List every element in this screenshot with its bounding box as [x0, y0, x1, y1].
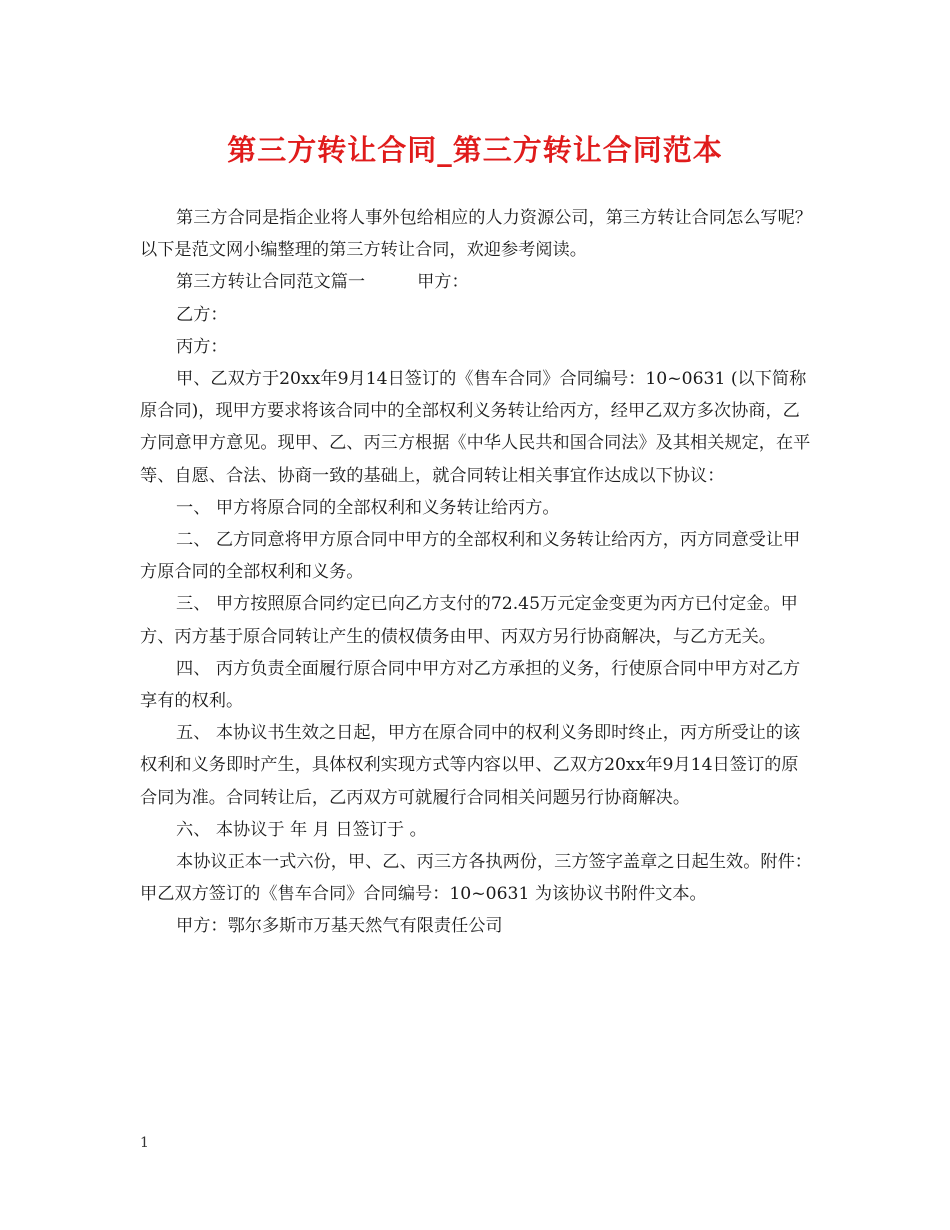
document-title: 第三方转让合同_第三方转让合同范本 [227, 133, 723, 167]
document-body [140, 202, 812, 943]
preamble-paragraph: 甲、乙双方于20xx年9月14日签订的《售车合同》合同编号：10~0631 (以下简称原合同)，现甲方要求将该合同中的全部权利义务转让给丙方，经甲乙双方多次协商，乙方同意甲方意见。现甲、乙、丙三方根据《中华人民共和国合同法》及其相关规定，在平等、自愿、合法、协商一致的基础上，就合同转让相关事宜作达成以下协议： [140, 369, 811, 486]
page-number: 1 [140, 1135, 149, 1151]
party-a-label: 甲方： [417, 272, 469, 293]
clause-5: 五、 本协议书生效之日起，甲方在原合同中的权利义务即时终止，丙方所受让的该权利和义务即时产生，具体权利实现方式等内容以甲、乙双方20xx年9月14日签订的原合同为准。合同转让后，乙丙双方可就履行合同相关问题另行协商解决。 [140, 723, 801, 808]
party-b-label: 乙方： [176, 304, 228, 325]
sample-heading-line [140, 266, 812, 298]
clause-4: 四、 丙方负责全面履行原合同中甲方对乙方承担的义务，行使原合同中甲方对乙方享有的权利。 [140, 658, 801, 712]
party-c-label: 丙方： [176, 336, 228, 357]
intro-paragraph: 第三方合同是指企业将人事外包给相应的人力资源公司，第三方转让合同怎么写呢？以下是范文网小编整理的第三方转让合同，欢迎参考阅读。 [140, 208, 812, 261]
clause-2: 二、 乙方同意将甲方原合同中甲方的全部权利和义务转让给丙方，丙方同意受让甲方原合同的全部权利和义务。 [140, 530, 801, 583]
copies-paragraph: 本协议正本一式六份，甲、乙、丙三方各执两份，三方签字盖章之日起生效。附件：甲乙双方签订的《售车合同》合同编号：10~0631 为该协议书附件文本。 [140, 852, 812, 905]
party-a-signature: 甲方：鄂尔多斯市万基天然气有限责任公司 [176, 916, 503, 937]
clause-6: 六、 本协议于 年 月 日签订于 。 [176, 819, 427, 840]
clause-3: 三、 甲方按照原合同约定已向乙方支付的72.45万元定金变更为丙方已付定金。甲方、丙方基于原合同转让产生的债权债务由甲、丙双方另行协商解决，与乙方无关。 [140, 594, 798, 647]
sample-heading: 第三方转让合同范文篇一 [176, 272, 366, 293]
clause-1: 一、 甲方将原合同的全部权利和义务转让给丙方。 [176, 497, 560, 518]
